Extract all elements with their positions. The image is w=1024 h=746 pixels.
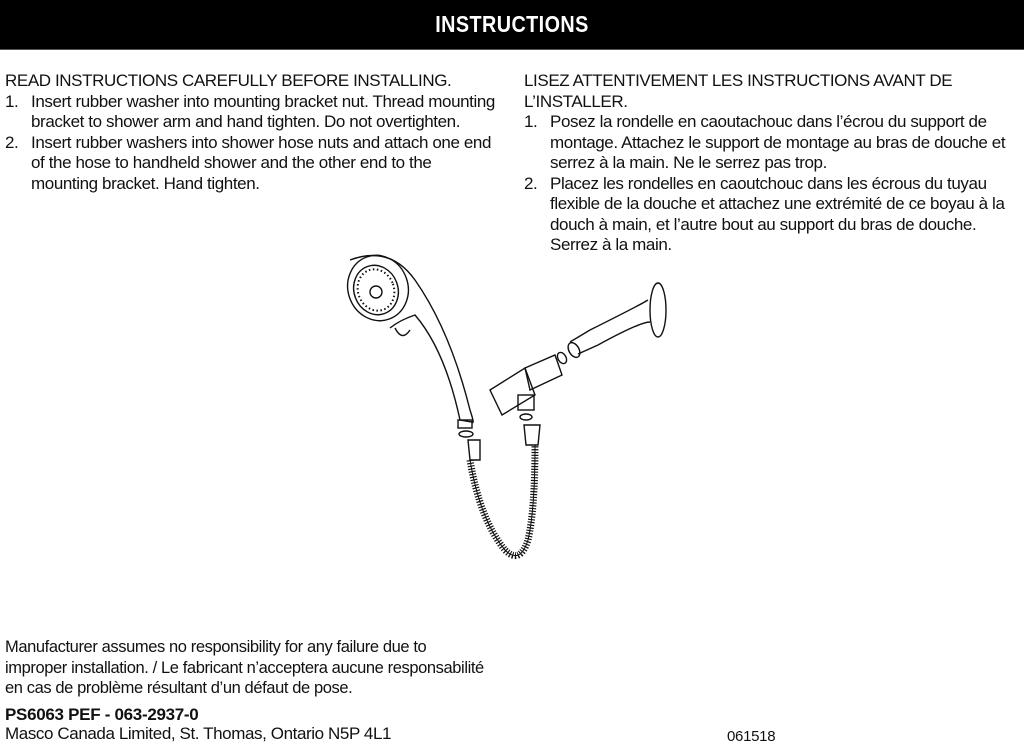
list-item	[524, 174, 1024, 256]
list-item	[5, 92, 500, 133]
part-number: PS6063 PEF - 063-2937-0	[5, 705, 199, 724]
step-text: Placez les rondelles en caoutchouc dans les écrous du tuyau flexible de la douche et attachez une extrémité de ce boyau à la douch à main, et l’autre bout au support du bras de douche. Serrez à la main.	[550, 173, 1005, 254]
list-item	[524, 112, 1024, 174]
shower-arm-icon	[556, 283, 666, 365]
step-text: Posez la rondelle en caoutachouc dans l’écrou du support de montage. Attachez le support de montage au bras de douche et serrez à la main. Ne le serrez pas trop.	[550, 112, 1006, 172]
handheld-shower-icon	[339, 250, 474, 437]
list-item	[5, 133, 500, 195]
english-steps	[5, 92, 500, 195]
french-steps	[524, 112, 1024, 256]
shower-hose-icon	[468, 425, 540, 556]
disclaimer: Manufacturer assumes no responsibility for any failure due to improper installation. / Le fabricant n’acceptera aucune responsabilité en cas de problème résultant d’un défaut de pose.	[5, 638, 484, 697]
document-code: 061518	[727, 728, 776, 745]
english-instructions	[5, 71, 500, 194]
step-number: 1.	[5, 91, 19, 111]
french-instructions	[524, 71, 1024, 256]
header-bar	[0, 0, 1024, 50]
step-number: 2.	[5, 132, 19, 152]
page-title: INSTRUCTIONS	[435, 11, 589, 37]
step-text: Insert rubber washer into mounting bracket nut. Thread mounting bracket to shower arm and hand tighten. Do not overtighten.	[31, 91, 495, 131]
step-number: 2.	[524, 173, 538, 193]
mounting-bracket-icon	[490, 355, 562, 420]
step-text: Insert rubber washers into shower hose nuts and attach one end of the hose to handheld shower and the other end to the mounting bracket. Hand tighten.	[31, 132, 491, 193]
shower-assembly-illustration	[330, 250, 690, 590]
english-intro: READ INSTRUCTIONS CAREFULLY BEFORE INSTALLING.	[5, 71, 452, 90]
french-intro: LISEZ ATTENTIVEMENT LES INSTRUCTIONS AVANT DE L’INSTALLER.	[524, 71, 953, 111]
step-number: 1.	[524, 112, 538, 131]
manufacturer-address: Masco Canada Limited, St. Thomas, Ontario N5P 4L1	[5, 724, 392, 743]
